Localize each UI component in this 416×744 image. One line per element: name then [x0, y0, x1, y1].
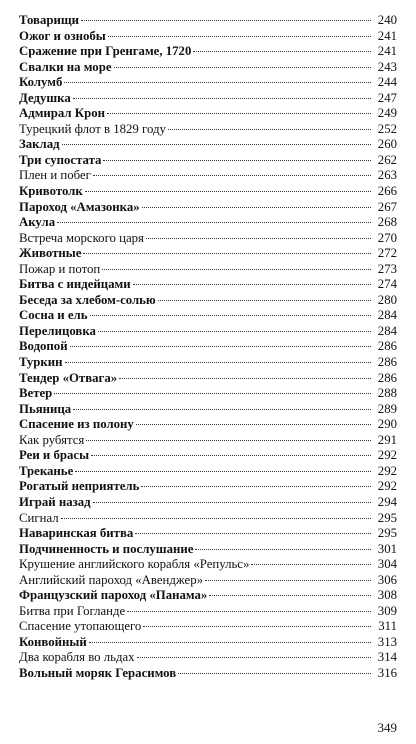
- dot-leader: [178, 673, 371, 674]
- toc-entry-page: 289: [377, 401, 397, 416]
- toc-entry: [19, 324, 397, 340]
- dot-leader: [65, 362, 371, 363]
- dot-leader: [209, 595, 371, 596]
- toc-entry-page: 252: [377, 121, 397, 136]
- toc-entry-title: Реи и брасы: [19, 448, 90, 463]
- dot-leader: [102, 269, 371, 270]
- toc-entry-title: Конвойный: [19, 634, 87, 649]
- toc-entry-title: Сосна и ель: [19, 308, 88, 323]
- dot-leader: [83, 253, 371, 254]
- toc-entry: [19, 433, 397, 449]
- dot-leader: [136, 424, 371, 425]
- toc-entry-title: Акула: [19, 215, 56, 230]
- toc-entry: [19, 355, 397, 371]
- toc-entry-page: 309: [377, 603, 397, 618]
- toc-entry-title: Английский пароход «Авенджер»: [19, 572, 204, 587]
- dot-leader: [135, 533, 371, 534]
- toc-entry-title: Колумб: [19, 75, 63, 90]
- toc-entry: [19, 137, 397, 153]
- toc-entry-page: 290: [377, 417, 397, 432]
- dot-leader: [70, 346, 371, 347]
- toc-entry-title: Свалки на море: [19, 59, 112, 74]
- toc-entry-page: 286: [377, 370, 397, 385]
- dot-leader: [73, 409, 371, 410]
- toc-entry-page: 291: [377, 432, 397, 447]
- dot-leader: [142, 207, 371, 208]
- toc-entry: [19, 666, 397, 682]
- toc-entry: [19, 168, 397, 184]
- toc-entry-page: 314: [377, 650, 397, 665]
- toc-entry-page: 294: [377, 494, 397, 509]
- toc-entry: [19, 588, 397, 604]
- toc-entry: [19, 339, 397, 355]
- dot-leader: [89, 642, 371, 643]
- toc-entry-title: Водопой: [19, 339, 68, 354]
- dot-leader: [98, 331, 371, 332]
- toc-entry: [19, 526, 397, 542]
- toc-entry: [19, 13, 397, 29]
- toc-entry-title: Турецкий флот в 1829 году: [19, 121, 166, 136]
- table-of-contents: [19, 13, 397, 682]
- toc-entry-page: 272: [377, 246, 397, 261]
- toc-entry: [19, 604, 397, 620]
- toc-entry-title: Сигнал: [19, 510, 59, 525]
- toc-entry-page: 244: [377, 75, 397, 90]
- toc-entry-title: Пароход «Амазонка»: [19, 199, 140, 214]
- toc-entry: [19, 246, 397, 262]
- dot-leader: [61, 518, 371, 519]
- toc-entry-page: 284: [377, 308, 397, 323]
- dot-leader: [141, 486, 371, 487]
- toc-entry-title: Заклад: [19, 137, 60, 152]
- dot-leader: [146, 238, 371, 239]
- toc-entry-page: 280: [377, 292, 397, 307]
- toc-entry-title: Перелицовка: [19, 323, 96, 338]
- toc-entry-page: 266: [377, 184, 397, 199]
- toc-entry-page: 274: [377, 277, 397, 292]
- dot-leader: [57, 222, 371, 223]
- toc-entry-title: Кривотолк: [19, 184, 83, 199]
- toc-entry-page: 286: [377, 339, 397, 354]
- toc-entry-title: Два корабля во льдах: [19, 650, 135, 665]
- toc-entry-page: 301: [377, 541, 397, 556]
- toc-entry: [19, 153, 397, 169]
- dot-leader: [73, 98, 371, 99]
- dot-leader: [86, 440, 371, 441]
- toc-entry-title: Крушение английского корабля «Репульс»: [19, 557, 250, 572]
- toc-entry-title: Беседа за хлебом-солью: [19, 292, 156, 307]
- toc-entry-page: 240: [377, 13, 397, 27]
- dot-leader: [93, 175, 371, 176]
- toc-entry-page: 270: [377, 230, 397, 245]
- toc-entry: [19, 60, 397, 76]
- dot-leader: [114, 67, 371, 68]
- dot-leader: [158, 300, 371, 301]
- toc-entry-title: Адмирал Крон: [19, 106, 105, 121]
- toc-entry: [19, 44, 397, 60]
- toc-entry-page: 247: [377, 90, 397, 105]
- toc-entry-page: 243: [377, 59, 397, 74]
- toc-entry-page: 268: [377, 215, 397, 230]
- toc-entry-title: Французский пароход «Панама»: [19, 588, 208, 603]
- toc-entry: [19, 75, 397, 91]
- toc-entry-title: Спасение утопающего: [19, 619, 142, 634]
- toc-entry-page: 241: [377, 44, 397, 59]
- toc-entry-title: Тендер «Отвага»: [19, 370, 118, 385]
- toc-entry: [19, 448, 397, 464]
- dot-leader: [107, 113, 371, 114]
- toc-entry-title: Товарищи: [19, 13, 80, 27]
- dot-leader: [137, 657, 371, 658]
- page-number: 349: [377, 720, 397, 735]
- toc-entry-title: Вольный моряк Герасимов: [19, 665, 177, 680]
- dot-leader: [81, 20, 371, 21]
- dot-leader: [205, 580, 371, 581]
- toc-entry: [19, 29, 397, 45]
- toc-entry: [19, 650, 397, 666]
- toc-entry-title: Туркин: [19, 355, 63, 370]
- dot-leader: [251, 564, 371, 565]
- toc-entry-page: 241: [377, 28, 397, 43]
- dot-leader: [195, 549, 371, 550]
- toc-entry-title: Пожар и потоп: [19, 261, 101, 276]
- toc-entry-title: Сражение при Гренгаме, 1720: [19, 44, 192, 59]
- toc-entry-title: Ожог и ознобы: [19, 28, 106, 43]
- toc-entry: [19, 184, 397, 200]
- toc-entry: [19, 106, 397, 122]
- toc-entry-title: Три супостата: [19, 152, 102, 167]
- toc-entry: [19, 200, 397, 216]
- toc-entry-page: 295: [377, 510, 397, 525]
- toc-entry: [19, 293, 397, 309]
- toc-entry-page: 288: [377, 386, 397, 401]
- toc-entry: [19, 386, 397, 402]
- toc-entry-title: Рогатый неприятель: [19, 479, 140, 494]
- toc-entry: [19, 91, 397, 107]
- dot-leader: [193, 51, 371, 52]
- toc-entry: [19, 464, 397, 480]
- toc-entry-page: 263: [377, 168, 397, 183]
- toc-entry-title: Битва с индейцами: [19, 277, 131, 292]
- toc-entry: [19, 557, 397, 573]
- toc-entry-title: Играй назад: [19, 494, 91, 509]
- dot-leader: [119, 378, 371, 379]
- dot-leader: [103, 160, 371, 161]
- toc-entry: [19, 122, 397, 138]
- toc-entry-title: Ветер: [19, 386, 53, 401]
- dot-leader: [75, 471, 371, 472]
- dot-leader: [93, 502, 371, 503]
- toc-entry-page: 295: [377, 526, 397, 541]
- toc-entry-page: 313: [377, 634, 397, 649]
- toc-entry-page: 284: [377, 323, 397, 338]
- dot-leader: [143, 626, 371, 627]
- toc-entry-title: Животные: [19, 246, 82, 261]
- toc-entry-page: 286: [377, 355, 397, 370]
- toc-entry: [19, 308, 397, 324]
- toc-entry-page: 316: [377, 665, 397, 680]
- toc-entry-page: 292: [377, 463, 397, 478]
- toc-entry-page: 306: [377, 572, 397, 587]
- dot-leader: [64, 82, 371, 83]
- toc-entry: [19, 635, 397, 651]
- toc-entry-page: 304: [377, 557, 397, 572]
- toc-entry-page: 260: [377, 137, 397, 152]
- dot-leader: [85, 191, 371, 192]
- dot-leader: [90, 315, 372, 316]
- toc-entry-title: Наваринская битва: [19, 526, 134, 541]
- toc-entry-title: Битва при Гогланде: [19, 603, 126, 618]
- toc-entry: [19, 402, 397, 418]
- dot-leader: [127, 611, 371, 612]
- toc-entry-title: Треканье: [19, 463, 74, 478]
- toc-entry-title: Пьяница: [19, 401, 72, 416]
- dot-leader: [108, 36, 371, 37]
- toc-entry-page: 311: [378, 619, 397, 634]
- toc-entry-title: Как рубятся: [19, 432, 85, 447]
- dot-leader: [54, 393, 371, 394]
- toc-entry-title: Дедушка: [19, 90, 71, 105]
- dot-leader: [168, 129, 371, 130]
- dot-leader: [62, 144, 371, 145]
- dot-leader: [91, 455, 371, 456]
- toc-entry: [19, 573, 397, 589]
- toc-entry-page: 292: [377, 448, 397, 463]
- toc-entry-page: 308: [377, 588, 397, 603]
- toc-entry: [19, 215, 397, 231]
- toc-entry-title: Спасение из полону: [19, 417, 134, 432]
- toc-entry: [19, 371, 397, 387]
- toc-entry: [19, 277, 397, 293]
- toc-entry-page: 273: [377, 261, 397, 276]
- toc-entry: [19, 417, 397, 433]
- toc-entry: [19, 495, 397, 511]
- toc-entry-page: 292: [377, 479, 397, 494]
- dot-leader: [133, 284, 371, 285]
- toc-entry-title: Подчиненность и послушание: [19, 541, 194, 556]
- toc-entry-title: Встреча морского царя: [19, 230, 144, 245]
- toc-entry-page: 267: [377, 199, 397, 214]
- toc-entry: [19, 262, 397, 278]
- toc-entry-title: Плен и побег: [19, 168, 91, 183]
- toc-entry: [19, 511, 397, 527]
- toc-entry: [19, 479, 397, 495]
- toc-entry: [19, 231, 397, 247]
- toc-entry: [19, 619, 397, 635]
- toc-entry-page: 262: [377, 152, 397, 167]
- toc-entry-page: 249: [377, 106, 397, 121]
- toc-entry: [19, 542, 397, 558]
